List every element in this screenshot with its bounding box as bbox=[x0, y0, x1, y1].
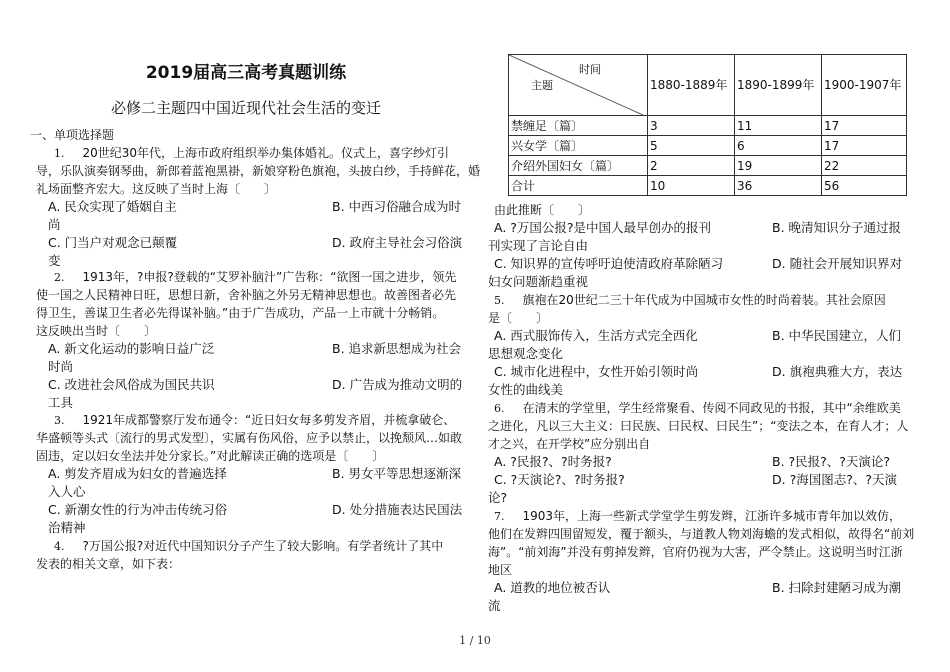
document-subtitle: 必修二主题四中国近现代社会生活的变迁 bbox=[110, 99, 381, 117]
table-cell: 10 bbox=[648, 176, 735, 196]
page-number: 1 / 10 bbox=[459, 634, 491, 647]
question-6-line-3: 才之兴，在开学校”应分别出自 bbox=[488, 437, 651, 451]
question-5-option-a[interactable]: A. 西式服饰传入，生活方式完全西化 bbox=[494, 328, 698, 343]
question-1-option-b[interactable]: B. 中西习俗融合成为时 bbox=[332, 199, 462, 214]
question-1-option-c[interactable]: C. 门当户对观念已颠覆 bbox=[48, 235, 178, 250]
question-7-option-a[interactable]: A. 道教的地位被否认 bbox=[494, 580, 611, 595]
table-cell: 6 bbox=[735, 136, 822, 156]
question-2-option-a[interactable]: A. 新文化运动的影响日益广泛 bbox=[48, 341, 215, 356]
table-cell: 11 bbox=[735, 116, 822, 136]
question-4-lead: 由此推断〔 〕 bbox=[494, 203, 591, 217]
table-cell: 17 bbox=[822, 136, 907, 156]
question-6-option-a[interactable]: A. ?民报?、?时务报? bbox=[494, 454, 612, 469]
question-4-option-a[interactable]: A. ?万国公报?是中国人最早创办的报刊 bbox=[494, 220, 712, 235]
table-cell: 2 bbox=[648, 156, 735, 176]
question-1-line-2: 导，乐队演奏钢琴曲，新郎着蓝袍黑褂，新娘穿粉色旗袍，头披白纱，手持鲜花，婚 bbox=[36, 164, 481, 178]
table-corner-cell bbox=[509, 55, 648, 116]
question-5-option-b-cont: 思想观念变化 bbox=[488, 346, 564, 361]
section-heading: 一、单项选择题 bbox=[30, 128, 115, 142]
question-5-line-1: 5. 旗袍在20世纪二三十年代成为中国城市女性的时尚着装。其社会原因 bbox=[494, 293, 886, 307]
question-2-option-c[interactable]: C. 改进社会风俗成为国民共识 bbox=[48, 377, 215, 392]
question-1-line-1: 1. 20世纪30年代，上海市政府组织举办集体婚礼。仪式上，喜字纱灯引 bbox=[54, 146, 450, 160]
question-3-option-d[interactable]: D. 处分措施表达民国法 bbox=[332, 502, 463, 517]
question-3-option-b[interactable]: B. 男女平等思想逐渐深 bbox=[332, 466, 462, 481]
question-6-option-c[interactable]: C. ?天演论?、?时务报? bbox=[494, 472, 625, 487]
table-cell: 3 bbox=[648, 116, 735, 136]
question-7-option-b[interactable]: B. 扫除封建陋习成为潮 bbox=[772, 580, 902, 595]
question-2-option-d-cont: 工具 bbox=[48, 395, 74, 410]
table-row-label: 介绍外国妇女〔篇〕 bbox=[509, 156, 648, 176]
question-3-line-1: 3. 1921年成都警察厅发布通令：“近日妇女每多剪发齐眉，并梳拿破仑、 bbox=[54, 413, 456, 427]
question-5-line-2: 是〔 〕 bbox=[488, 311, 549, 325]
question-1-option-a[interactable]: A. 民众实现了婚姻自主 bbox=[48, 199, 177, 214]
question-4-line-2: 发表的相关文章，如下表： bbox=[36, 557, 181, 571]
table-column-header: 1900-1907年 bbox=[822, 55, 907, 116]
question-5-option-d[interactable]: D. 旗袍典雅大方，表达 bbox=[772, 364, 903, 379]
question-4-option-b[interactable]: B. 晚清知识分子通过报 bbox=[772, 220, 902, 235]
question-2-option-d[interactable]: D. 广告成为推动文明的 bbox=[332, 377, 463, 392]
question-5-option-d-cont: 女性的曲线美 bbox=[488, 382, 564, 397]
question-4-option-c[interactable]: C. 知识界的宣传呼吁迫使清政府革除陋习 bbox=[494, 256, 724, 271]
table-cell: 56 bbox=[822, 176, 907, 196]
corner-label-time: 时间 bbox=[579, 63, 601, 76]
question-3-option-b-cont: 入人心 bbox=[48, 484, 86, 499]
question-6-line-1: 6. 在清末的学堂里，学生经常聚看、传阅不同政见的书报，其中“余维欧美 bbox=[494, 401, 901, 415]
question-4-line-1: 4. ?万国公报?对近代中国知识分子产生了较大影响。有学者统计了其中 bbox=[54, 539, 444, 553]
question-2-line-2: 使一国之人民精神日旺，思想日新，舍补脑之外另无精神思想也。故善图者必先 bbox=[36, 288, 457, 302]
table-cell: 36 bbox=[735, 176, 822, 196]
question-7-line-1: 7. 1903年，上海一些新式学堂学生剪发辫，江浙许多城市青年加以效仿， bbox=[494, 509, 902, 523]
question-1-line-3: 礼场面整齐宏大。这反映了当时上海〔 〕 bbox=[36, 182, 277, 196]
table-row bbox=[509, 136, 907, 156]
question-4-option-b-cont: 刊实现了言论自由 bbox=[488, 238, 589, 253]
table-cell: 22 bbox=[822, 156, 907, 176]
table-row bbox=[509, 116, 907, 136]
question-5-option-c[interactable]: C. 城市化进程中，女性开始引领时尚 bbox=[494, 364, 699, 379]
table-cell: 17 bbox=[822, 116, 907, 136]
question-6-option-d[interactable]: D. ?海国图志?、?天演 bbox=[772, 472, 897, 487]
question-2-line-3: 得卫生，善谋卫生者必先得谋补脑。”由于广告成功，产品一上市就十分畅销。 bbox=[36, 306, 445, 320]
table-row-label: 兴女学〔篇〕 bbox=[509, 136, 648, 156]
question-3-line-2: 华盛顿等头式〔流行的男式发型〕，实属有伤风俗，应予以禁止，以挽颓风…如敢 bbox=[36, 431, 463, 445]
table-column-header: 1890-1899年 bbox=[735, 55, 822, 116]
question-2-option-b-cont: 时尚 bbox=[48, 359, 74, 374]
question-2-option-b[interactable]: B. 追求新思想成为社会 bbox=[332, 341, 462, 356]
question-4-option-d[interactable]: D. 随社会开展知识界对 bbox=[772, 256, 903, 271]
table-row-label: 合计 bbox=[509, 176, 648, 196]
table-header-row bbox=[509, 55, 907, 116]
table-column-header: 1880-1889年 bbox=[648, 55, 735, 116]
table-cell: 5 bbox=[648, 136, 735, 156]
corner-label-theme: 主题 bbox=[531, 79, 553, 92]
document-title: 2019届高三高考真题训练 bbox=[145, 63, 347, 83]
question-3-option-d-cont: 治精神 bbox=[48, 520, 86, 535]
question-3-option-a[interactable]: A. 剪发齐眉成为妇女的普遍选择 bbox=[48, 466, 227, 481]
question-6-option-d-cont: 论? bbox=[488, 490, 508, 505]
diagonal-divider bbox=[509, 55, 643, 115]
question-1-option-d[interactable]: D. 政府主导社会习俗演 bbox=[332, 235, 463, 250]
question-3-line-3: 固违，定以妇女坐法并处分家长。”对此解读正确的选项是〔 〕 bbox=[36, 449, 385, 463]
table-row bbox=[509, 176, 907, 196]
question-4-option-d-cont: 妇女问题渐趋重视 bbox=[488, 274, 589, 289]
question-3-option-c[interactable]: C. 新潮女性的行为冲击传统习俗 bbox=[48, 502, 228, 517]
question-7-line-2: 他们在发辫四围留短发，覆于额头，与道教人物刘海蟾的发式相似，故得名“前刘 bbox=[488, 527, 915, 541]
question-2-line-1: 2. 1913年，?申报?登载的“艾罗补脑汁”广告称：“欲图一国之进步，领先 bbox=[54, 270, 457, 284]
table-cell: 19 bbox=[735, 156, 822, 176]
question-1-option-d-cont: 变 bbox=[48, 253, 61, 268]
question-1-option-b-cont: 尚 bbox=[48, 217, 61, 232]
question-7-line-3: 海”。“前刘海”并没有剪掉发辫，官府仍视为大害，严令禁止。这说明当时江浙 bbox=[488, 545, 903, 559]
table-row bbox=[509, 156, 907, 176]
question-2-line-4: 这反映出当时〔 〕 bbox=[36, 324, 157, 338]
question-5-option-b[interactable]: B. 中华民国建立，人们 bbox=[772, 328, 902, 343]
question-7-option-b-cont: 流 bbox=[488, 598, 501, 613]
question-6-line-2: 之进化，凡以三大主义：曰民族、曰民权、曰民生”；“变法之本，在育人才；人 bbox=[488, 419, 909, 433]
table-row-label: 禁缠足〔篇〕 bbox=[509, 116, 648, 136]
stats-table bbox=[508, 54, 907, 196]
question-7-line-4: 地区 bbox=[488, 563, 513, 577]
question-6-option-b[interactable]: B. ?民报?、?天演论? bbox=[772, 454, 891, 469]
